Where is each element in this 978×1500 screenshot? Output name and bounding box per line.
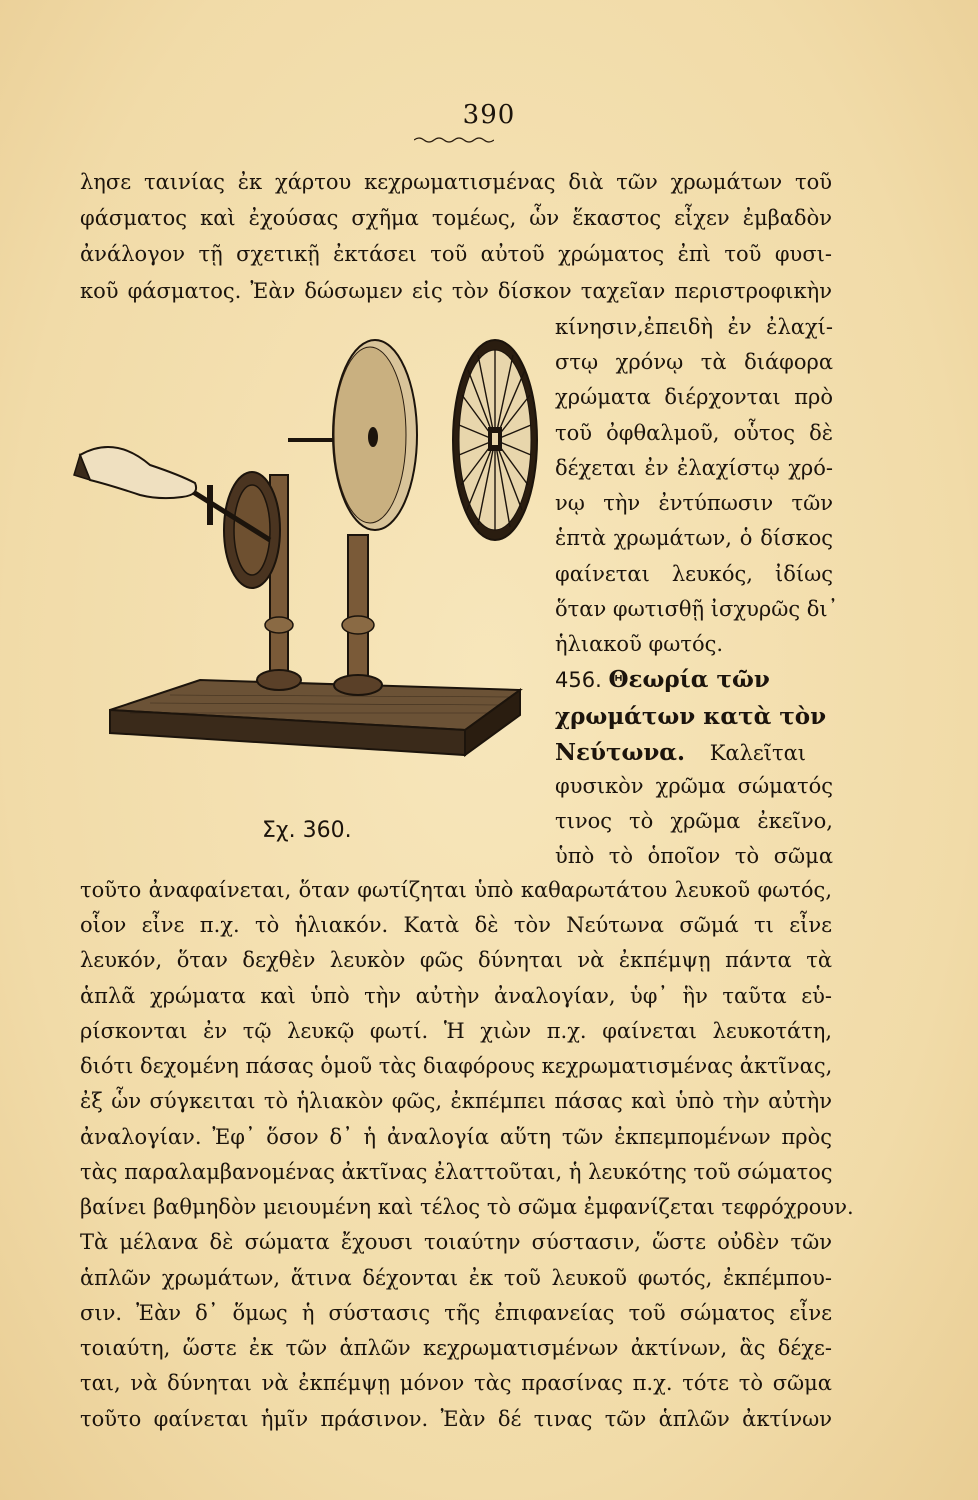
text-line: Τὰ μέλανα δὲ σώματα ἔχουσι τοιαύτην σύστασιν, ὥστε οὐδὲν τῶν bbox=[80, 1230, 832, 1254]
text-line: κοῦ φάσματος. Ἐὰν δώσωμεν εἰς τὸν δίσκον ταχεῖαν περιστροφικὴν bbox=[80, 279, 832, 303]
text-line: ἑπτὰ χρωμάτων, ὁ δίσκος bbox=[555, 526, 833, 550]
section-title: χρωμάτων κατὰ τὸν bbox=[555, 703, 827, 730]
page-number: 390 bbox=[462, 100, 516, 130]
section-heading bbox=[555, 668, 833, 691]
section-text: Καλεῖται bbox=[709, 741, 807, 765]
text-line: ὑπὸ τὸ ὁποῖον τὸ σῶμα bbox=[555, 844, 833, 868]
section-title: Θεωρία τῶν bbox=[608, 666, 770, 693]
text-line: κίνησιν,ἐπειδὴ ἐν ἐλαχί- bbox=[555, 315, 833, 339]
figure-caption: Σχ. 360. bbox=[262, 818, 352, 843]
text-line: ὅταν φωτισθῇ ἰσχυρῶς δι᾽ bbox=[555, 597, 839, 621]
sector-disc bbox=[453, 340, 537, 540]
text-line: ρίσκονται ἐν τῷ λευκῷ φωτί. Ἡ χιὼν π.χ. φαίνεται λευκοτάτη, bbox=[80, 1019, 832, 1043]
text-line: τὰς παραλαμβανομένας ἀκτῖνας ἐλαττοῦται, ἡ λευκότης τοῦ σώματος bbox=[80, 1160, 833, 1184]
text-line: βαίνει βαθμηδὸν μειουμένη καὶ τέλος τὸ σῶμα ἐμφανίζεται τεφρόχρουν. bbox=[80, 1195, 854, 1219]
text-line: ἡλιακοῦ φωτός. bbox=[555, 632, 724, 656]
color-disc-apparatus-figure bbox=[70, 325, 545, 795]
text-line: ἀνάλογον τῇ σχετικῇ ἐκτάσει τοῦ αὐτοῦ χρώματος ἐπὶ τοῦ φυσι- bbox=[80, 242, 832, 266]
ornament-rule bbox=[414, 136, 494, 144]
text-line: ἁπλᾶ χρώματα καὶ ὑπὸ τὴν αὐτὴν ἀναλογίαν, ὑφ᾽ ἣν ταῦτα εὑ- bbox=[80, 984, 832, 1008]
text-line: λευκόν, ὅταν δεχθὲν λευκὸν φῶς δύνηται νὰ ἐκπέμψῃ πάντα τὰ bbox=[80, 948, 832, 972]
text-line: ἐξ ὧν σύγκειται τὸ ἡλιακὸν φῶς, ἐκπέμπει πάσας καὶ ὑπὸ τὴν αὐτὴν bbox=[80, 1089, 832, 1113]
text-line: τοῦτο ἀναφαίνεται, ὅταν φωτίζηται ὑπὸ καθαρωτάτου λευκοῦ φωτός, bbox=[80, 878, 832, 902]
text-line: ἀναλογίαν. Ἐφ᾽ ὅσον δ᾽ ἡ ἀναλογία αὕτη τῶν ἐκπεμπομένων πρὸς bbox=[80, 1125, 832, 1149]
text-line: τοῦτο φαίνεται ἡμῖν πράσινον. Ἐὰν δέ τινας τῶν ἁπλῶν ἀκτίνων bbox=[80, 1407, 832, 1431]
section-heading-line bbox=[555, 741, 833, 764]
text-line: ται, νὰ δύνηται νὰ ἐκπέμψῃ μόνον τὰς πρασίνας π.χ. τότε τὸ σῶμα bbox=[80, 1371, 832, 1395]
text-line: τοιαύτη, ὥστε ἐκ τῶν ἁπλῶν κεχρωματισμένων ἀκτίνων, ἃς δέχε- bbox=[80, 1336, 832, 1360]
text-line: φαίνεται λευκός, ἰδίως bbox=[555, 562, 833, 586]
text-line: λησε ταινίας ἐκ χάρτου κεχρωματισμένας διὰ τῶν χρωμάτων τοῦ bbox=[80, 170, 832, 194]
text-line: τοῦ ὀφθαλμοῦ, οὗτος δὲ bbox=[555, 421, 833, 445]
text-line: τινος τὸ χρῶμα ἐκεῖνο, bbox=[555, 809, 833, 833]
text-line: χρώματα διέρχονται πρὸ bbox=[555, 385, 833, 409]
text-line: νῳ τὴν ἐντύπωσιν τῶν bbox=[555, 491, 833, 515]
section-number: 456. bbox=[555, 668, 602, 692]
section-title: Νεύτωνα. bbox=[555, 739, 686, 766]
text-line: σιν. Ἐὰν δ᾽ ὅμως ἡ σύστασις τῆς ἐπιφανείας τοῦ σώματος εἶνε bbox=[80, 1301, 832, 1325]
text-line: οἷον εἶνε π.χ. τὸ ἡλιακόν. Κατὰ δὲ τὸν Νεύτωνα σῶμά τι εἶνε bbox=[80, 913, 832, 937]
text-line: φάσματος καὶ ἐχούσας σχῆμα τομέως, ὧν ἕκαστος εἶχεν ἐμβαδὸν bbox=[80, 206, 832, 230]
text-line: ἁπλῶν χρωμάτων, ἅτινα δέχονται ἐκ τοῦ λευκοῦ φωτός, ἐκπέμπου- bbox=[80, 1266, 832, 1290]
text-line: φυσικὸν χρῶμα σώματός bbox=[555, 774, 833, 798]
text-line: διότι δεχομένη πάσας ὁμοῦ τὰς διαφόρους κεχρωματισμένας ἀκτῖνας, bbox=[80, 1054, 833, 1078]
text-line: δέχεται ἐν ἐλαχίστῳ χρό- bbox=[555, 456, 833, 480]
text-line: στῳ χρόνῳ τὰ διάφορα bbox=[555, 350, 833, 374]
